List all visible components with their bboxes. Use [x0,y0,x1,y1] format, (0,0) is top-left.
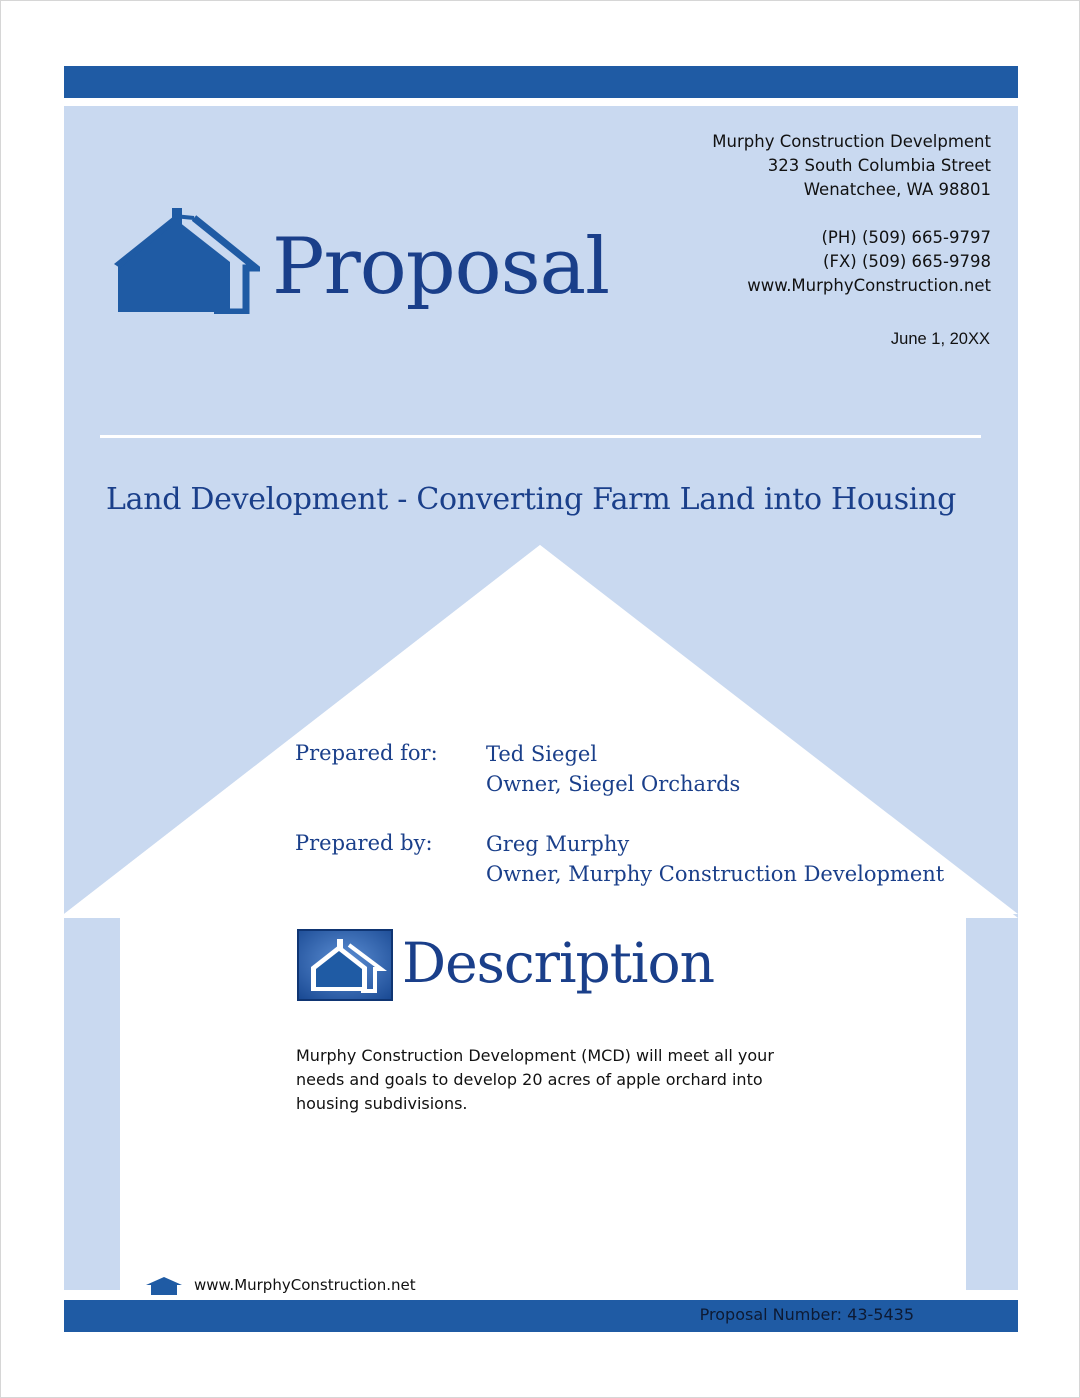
footer-website[interactable]: www.MurphyConstruction.net [194,1276,416,1294]
header-divider [100,435,981,438]
company-city: Wenatchee, WA 98801 [803,180,991,199]
proposal-number: Proposal Number: 43-5435 [699,1305,914,1324]
company-street: 323 South Columbia Street [767,156,991,175]
company-phone: (PH) (509) 665-9797 [821,228,991,247]
prepared-by-role: Owner, Murphy Construction Development [486,862,945,886]
house-logo-icon [112,206,260,314]
description-heading: Description [402,931,714,995]
prepared-by-name: Greg Murphy [486,832,630,856]
description-body [296,1044,786,1116]
prepared-by-label: Prepared by: [295,831,433,855]
company-website[interactable]: www.MurphyConstruction.net [747,276,991,295]
proposal-date: June 1, 20XX [890,330,990,348]
prepared-for-role: Owner, Siegel Orchards [486,772,741,796]
company-contact-block [712,130,991,298]
prepared-for-name: Ted Siegel [486,742,598,766]
footer-house-icon [146,1276,182,1296]
proposal-title: Proposal [272,222,610,312]
company-name: Murphy Construction Develpment [712,132,991,151]
description-house-icon [297,929,393,1001]
description-line-3: housing subdivisions. [296,1094,468,1113]
top-header-bar [64,66,1018,98]
description-line-2: needs and goals to develop 20 acres of apple orchard into [296,1070,763,1089]
proposal-subtitle: Land Development - Converting Farm Land into Housing [106,482,957,517]
prepared-by-block [486,829,944,889]
company-fax: (FX) (509) 665-9798 [823,252,991,271]
prepared-for-block [486,739,740,799]
description-line-1: Murphy Construction Development (MCD) will meet all your [296,1046,774,1065]
prepared-for-label: Prepared for: [295,741,438,765]
